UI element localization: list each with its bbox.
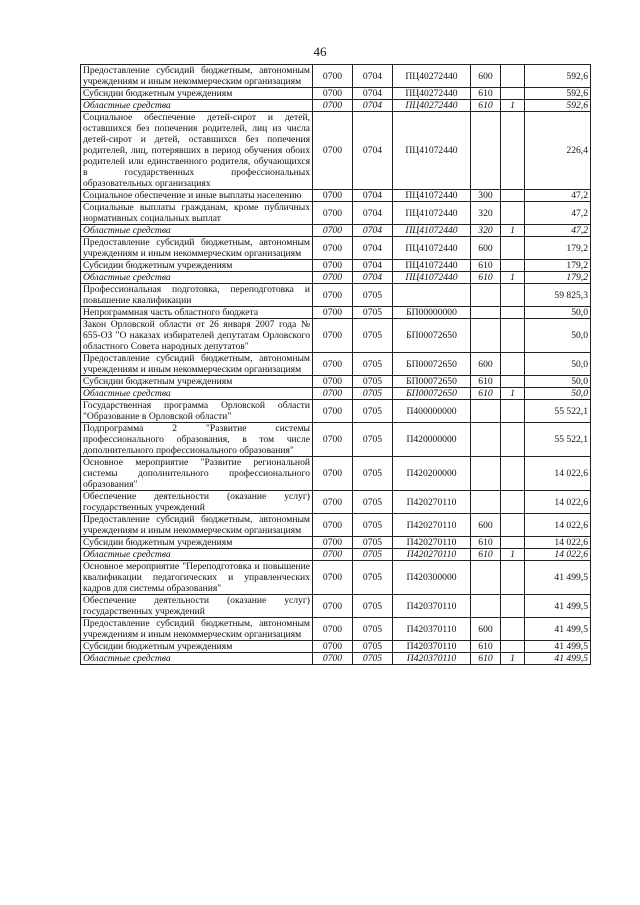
row-section-code: 0700 (313, 423, 353, 457)
row-expense-type-code (471, 457, 501, 491)
row-subsection-code: 0705 (353, 457, 393, 491)
row-source-code: 1 (501, 272, 525, 284)
row-section-code: 0700 (313, 376, 353, 388)
row-subsection-code: 0705 (353, 388, 393, 400)
row-source-code (501, 88, 525, 100)
row-target-article-code: ПЦ40272440 (393, 88, 471, 100)
row-target-article-code: ПЦ40272440 (393, 100, 471, 112)
row-target-article-code: П420270110 (393, 491, 471, 514)
row-section-code: 0700 (313, 653, 353, 665)
table-row (81, 537, 591, 549)
row-target-article-code: БП00072650 (393, 319, 471, 353)
row-amount: 14 022,6 (525, 549, 591, 561)
row-target-article-code: П420370110 (393, 618, 471, 641)
row-source-code: 1 (501, 388, 525, 400)
row-amount: 592,6 (525, 88, 591, 100)
row-section-code: 0700 (313, 190, 353, 202)
row-name: Основное мероприятие "Развитие региональной системы дополнительного профессионального образования" (81, 457, 313, 491)
row-amount: 226,4 (525, 112, 591, 190)
table-row (81, 561, 591, 595)
row-amount: 179,2 (525, 237, 591, 260)
row-source-code: 1 (501, 549, 525, 561)
row-amount: 179,2 (525, 260, 591, 272)
row-name: Областные средства (81, 388, 313, 400)
row-section-code: 0700 (313, 537, 353, 549)
row-target-article-code: П420300000 (393, 561, 471, 595)
row-amount: 14 022,6 (525, 514, 591, 537)
table-row (81, 423, 591, 457)
row-subsection-code: 0705 (353, 595, 393, 618)
row-subsection-code: 0704 (353, 225, 393, 237)
row-name: Государственная программа Орловской области "Образование в Орловской области" (81, 400, 313, 423)
row-source-code (501, 423, 525, 457)
row-subsection-code: 0704 (353, 190, 393, 202)
row-amount: 50,0 (525, 376, 591, 388)
row-target-article-code: ПЦ41072440 (393, 202, 471, 225)
row-expense-type-code: 600 (471, 618, 501, 641)
row-name: Социальные выплаты гражданам, кроме публичных нормативных социальных выплат (81, 202, 313, 225)
row-name: Закон Орловской области от 26 января 2007 года № 655-ОЗ "О наказах избирателей депутатам Орловского областного Совета народных депутатов" (81, 319, 313, 353)
row-section-code: 0700 (313, 457, 353, 491)
row-name: Обеспечение деятельности (оказание услуг) государственных учреждений (81, 491, 313, 514)
row-amount: 592,6 (525, 65, 591, 88)
row-section-code: 0700 (313, 400, 353, 423)
table-row (81, 237, 591, 260)
table-row (81, 272, 591, 284)
row-target-article-code: ПЦ41072440 (393, 225, 471, 237)
row-source-code: 1 (501, 653, 525, 665)
row-target-article-code: ПЦ41072440 (393, 190, 471, 202)
row-target-article-code: П420270110 (393, 549, 471, 561)
row-subsection-code: 0705 (353, 353, 393, 376)
row-source-code (501, 202, 525, 225)
row-subsection-code: 0704 (353, 112, 393, 190)
row-source-code (501, 319, 525, 353)
row-amount: 55 522,1 (525, 423, 591, 457)
row-target-article-code: П420370110 (393, 595, 471, 618)
row-section-code: 0700 (313, 618, 353, 641)
row-target-article-code: БП00072650 (393, 388, 471, 400)
row-subsection-code: 0704 (353, 272, 393, 284)
table-row (81, 457, 591, 491)
row-amount: 50,0 (525, 353, 591, 376)
row-name: Профессиональная подготовка, переподготовка и повышение квалификации (81, 284, 313, 307)
row-expense-type-code: 610 (471, 549, 501, 561)
row-amount: 41 499,5 (525, 641, 591, 653)
row-name: Социальное обеспечение и иные выплаты населению (81, 190, 313, 202)
row-section-code: 0700 (313, 272, 353, 284)
row-source-code (501, 112, 525, 190)
table-row (81, 202, 591, 225)
row-expense-type-code: 610 (471, 641, 501, 653)
row-section-code: 0700 (313, 595, 353, 618)
row-name: Областные средства (81, 549, 313, 561)
row-expense-type-code: 320 (471, 202, 501, 225)
row-subsection-code: 0704 (353, 88, 393, 100)
row-target-article-code (393, 284, 471, 307)
row-expense-type-code: 600 (471, 65, 501, 88)
row-source-code (501, 307, 525, 319)
row-source-code: 1 (501, 225, 525, 237)
row-source-code (501, 190, 525, 202)
row-source-code (501, 514, 525, 537)
table-row (81, 225, 591, 237)
row-section-code: 0700 (313, 491, 353, 514)
row-section-code: 0700 (313, 225, 353, 237)
row-source-code (501, 376, 525, 388)
row-amount: 41 499,5 (525, 561, 591, 595)
row-name: Предоставление субсидий бюджетным, автономным учреждениям и иным некоммерческим организациям (81, 618, 313, 641)
row-source-code (501, 284, 525, 307)
row-name: Предоставление субсидий бюджетным, автономным учреждениям и иным некоммерческим организациям (81, 237, 313, 260)
row-source-code (501, 457, 525, 491)
row-subsection-code: 0705 (353, 284, 393, 307)
row-expense-type-code: 610 (471, 388, 501, 400)
table-row (81, 514, 591, 537)
table-row (81, 65, 591, 88)
row-amount: 14 022,6 (525, 537, 591, 549)
row-amount: 14 022,6 (525, 457, 591, 491)
row-subsection-code: 0704 (353, 260, 393, 272)
row-target-article-code: П420270110 (393, 537, 471, 549)
row-subsection-code: 0705 (353, 400, 393, 423)
row-name: Субсидии бюджетным учреждениям (81, 88, 313, 100)
row-section-code: 0700 (313, 88, 353, 100)
row-expense-type-code: 610 (471, 100, 501, 112)
row-subsection-code: 0705 (353, 537, 393, 549)
table-row (81, 491, 591, 514)
row-expense-type-code: 610 (471, 376, 501, 388)
row-amount: 41 499,5 (525, 618, 591, 641)
table-row (81, 641, 591, 653)
row-section-code: 0700 (313, 388, 353, 400)
row-expense-type-code: 320 (471, 225, 501, 237)
row-name: Субсидии бюджетным учреждениям (81, 376, 313, 388)
row-expense-type-code: 610 (471, 537, 501, 549)
row-subsection-code: 0704 (353, 65, 393, 88)
row-source-code (501, 641, 525, 653)
row-amount: 47,2 (525, 225, 591, 237)
row-name: Предоставление субсидий бюджетным, автономным учреждениям и иным некоммерческим организациям (81, 514, 313, 537)
row-subsection-code: 0705 (353, 641, 393, 653)
row-section-code: 0700 (313, 202, 353, 225)
row-subsection-code: 0705 (353, 319, 393, 353)
row-expense-type-code: 610 (471, 88, 501, 100)
table-row (81, 653, 591, 665)
page-number: 46 (313, 44, 327, 59)
row-target-article-code: ПЦ41072440 (393, 112, 471, 190)
row-target-article-code: П420370110 (393, 641, 471, 653)
row-target-article-code: ПЦ40272440 (393, 65, 471, 88)
row-section-code: 0700 (313, 307, 353, 319)
table-row (81, 319, 591, 353)
row-expense-type-code: 610 (471, 272, 501, 284)
row-expense-type-code (471, 491, 501, 514)
row-section-code: 0700 (313, 641, 353, 653)
row-target-article-code: П420270110 (393, 514, 471, 537)
row-name: Социальное обеспечение детей-сирот и детей, оставшихся без попечения родителей, лиц из числа детей-сирот и детей, оставшихся без попечения родителей, лиц, потерявших в период обучения обоих родителей или единственного родителя, обучающихся в государственных профессиональных образовательных организациях (81, 112, 313, 190)
row-subsection-code: 0705 (353, 423, 393, 457)
row-amount: 179,2 (525, 272, 591, 284)
row-section-code: 0700 (313, 319, 353, 353)
row-section-code: 0700 (313, 284, 353, 307)
table-row (81, 388, 591, 400)
table-row (81, 376, 591, 388)
budget-table (80, 64, 591, 665)
row-section-code: 0700 (313, 112, 353, 190)
row-subsection-code: 0705 (353, 618, 393, 641)
row-name: Субсидии бюджетным учреждениям (81, 641, 313, 653)
row-target-article-code: П420370110 (393, 653, 471, 665)
table-row (81, 260, 591, 272)
table-row (81, 307, 591, 319)
row-target-article-code: П420200000 (393, 457, 471, 491)
row-target-article-code: ПЦ41072440 (393, 260, 471, 272)
row-target-article-code: ПЦ41072440 (393, 237, 471, 260)
row-amount: 592,6 (525, 100, 591, 112)
row-name: Предоставление субсидий бюджетным, автономным учреждениям и иным некоммерческим организациям (81, 65, 313, 88)
row-target-article-code: ПЦ41072440 (393, 272, 471, 284)
row-name: Подпрограмма 2 "Развитие системы профессионального образования, в том числе дополнительного профессионального образования" (81, 423, 313, 457)
row-section-code: 0700 (313, 100, 353, 112)
row-name: Субсидии бюджетным учреждениям (81, 537, 313, 549)
row-target-article-code: П420000000 (393, 423, 471, 457)
table-row (81, 353, 591, 376)
row-amount: 50,0 (525, 319, 591, 353)
row-subsection-code: 0705 (353, 514, 393, 537)
row-expense-type-code: 300 (471, 190, 501, 202)
row-amount: 55 522,1 (525, 400, 591, 423)
table-row (81, 400, 591, 423)
row-subsection-code: 0704 (353, 202, 393, 225)
row-expense-type-code: 610 (471, 653, 501, 665)
row-subsection-code: 0705 (353, 653, 393, 665)
row-subsection-code: 0705 (353, 376, 393, 388)
row-section-code: 0700 (313, 561, 353, 595)
row-source-code: 1 (501, 100, 525, 112)
row-source-code (501, 595, 525, 618)
table-row (81, 100, 591, 112)
row-expense-type-code (471, 112, 501, 190)
row-amount: 59 825,3 (525, 284, 591, 307)
table-row (81, 618, 591, 641)
row-amount: 41 499,5 (525, 595, 591, 618)
row-source-code (501, 618, 525, 641)
row-source-code (501, 65, 525, 88)
row-name: Областные средства (81, 225, 313, 237)
budget-table-body (81, 65, 591, 665)
row-subsection-code: 0705 (353, 307, 393, 319)
row-name: Областные средства (81, 100, 313, 112)
row-source-code (501, 400, 525, 423)
row-subsection-code: 0704 (353, 100, 393, 112)
row-name: Областные средства (81, 272, 313, 284)
row-amount: 50,0 (525, 388, 591, 400)
row-expense-type-code (471, 561, 501, 595)
row-source-code (501, 260, 525, 272)
row-source-code (501, 353, 525, 376)
row-expense-type-code: 600 (471, 237, 501, 260)
row-target-article-code: БП00000000 (393, 307, 471, 319)
table-row (81, 112, 591, 190)
row-amount: 50,0 (525, 307, 591, 319)
row-expense-type-code: 610 (471, 260, 501, 272)
row-section-code: 0700 (313, 65, 353, 88)
row-target-article-code: П400000000 (393, 400, 471, 423)
row-expense-type-code (471, 307, 501, 319)
table-row (81, 595, 591, 618)
row-expense-type-code: 600 (471, 514, 501, 537)
row-subsection-code: 0705 (353, 549, 393, 561)
row-subsection-code: 0704 (353, 237, 393, 260)
row-section-code: 0700 (313, 260, 353, 272)
row-expense-type-code (471, 319, 501, 353)
row-expense-type-code (471, 423, 501, 457)
row-name: Непрограммная часть областного бюджета (81, 307, 313, 319)
row-target-article-code: БП00072650 (393, 376, 471, 388)
row-amount: 41 499,5 (525, 653, 591, 665)
row-source-code (501, 537, 525, 549)
row-subsection-code: 0705 (353, 491, 393, 514)
row-amount: 47,2 (525, 202, 591, 225)
row-section-code: 0700 (313, 353, 353, 376)
row-source-code (501, 237, 525, 260)
table-row (81, 284, 591, 307)
row-name: Основное мероприятие "Переподготовка и повышение квалификации педагогических и управленческих кадров для системы образования" (81, 561, 313, 595)
row-source-code (501, 491, 525, 514)
row-expense-type-code (471, 595, 501, 618)
table-row (81, 549, 591, 561)
table-row (81, 88, 591, 100)
row-section-code: 0700 (313, 237, 353, 260)
table-row (81, 190, 591, 202)
row-name: Субсидии бюджетным учреждениям (81, 260, 313, 272)
row-name: Обеспечение деятельности (оказание услуг) государственных учреждений (81, 595, 313, 618)
row-target-article-code: БП00072650 (393, 353, 471, 376)
row-name: Областные средства (81, 653, 313, 665)
row-expense-type-code: 600 (471, 353, 501, 376)
row-section-code: 0700 (313, 549, 353, 561)
row-amount: 14 022,6 (525, 491, 591, 514)
row-expense-type-code (471, 284, 501, 307)
row-section-code: 0700 (313, 514, 353, 537)
row-expense-type-code (471, 400, 501, 423)
row-subsection-code: 0705 (353, 561, 393, 595)
row-amount: 47,2 (525, 190, 591, 202)
row-name: Предоставление субсидий бюджетным, автономным учреждениям и иным некоммерческим организациям (81, 353, 313, 376)
row-source-code (501, 561, 525, 595)
